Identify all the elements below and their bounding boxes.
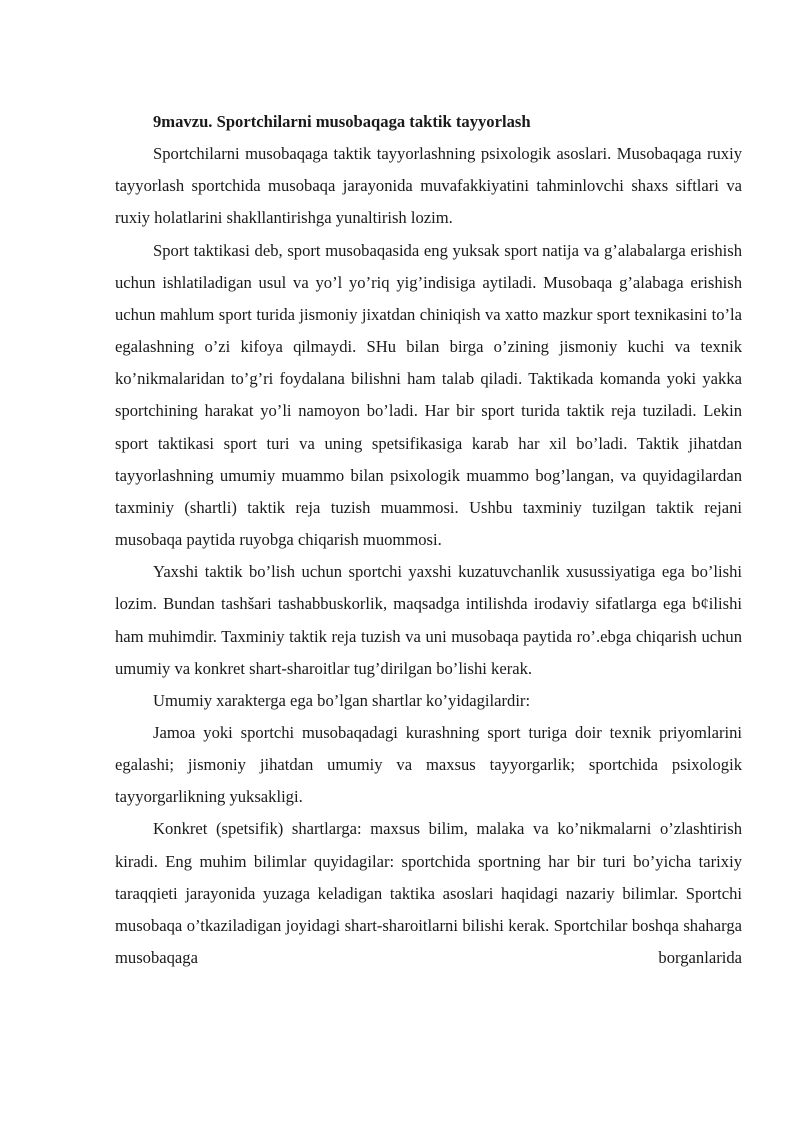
paragraph-2: Sport taktikasi deb, sport musobaqasida eng yuksak sport natija va g’alabalarga erishish uchun ishlatiladigan usul va yo’l yo’riq yig’indisiga aytiladi. Musobaqa g’alabaga erishish uchun mahlum sport turida jismoniy jixatdan chiniqish va xatto mazkur sport texnikasini to’la egalashning o’zi kifoya qilmaydi. SHu bilan birga o’zining jismoniy kuchi va texnik ko’nikmalaridan to’g’ri foydalana bilishni ham talab qiladi. Taktikada komanda yoki yakka sportchining harakat yo’li namoyon bo’ladi. Har bir sport turida taktik reja tuziladi. Lekin sport taktikasi sport turi va uning spetsifikasiga karab har xil bo’ladi. Taktik jihatdan tayyorlashning umumiy muammo bilan psixologik muammo bog’langan, va quyidagilardan taxminiy (shartli) taktik reja tuzish muammosi. Ushbu taxminiy tuzilgan taktik rejani musobaqa paytida ruyobga chiqarish muommosi. [115,240,742,550]
paragraph-1: Sportchilarni musobaqaga taktik tayyorlashning psixologik asoslari. Musobaqaga ruxiy tayyorlash sportchida musobaqa jarayonida muvafakkiyatini tahminlovchi shaxs siftlari va ruxiy holatlarini shakllantirishga yunaltirish lozim. [115,144,742,228]
paragraph-5: Jamoa yoki sportchi musobaqadagi kurashning sport turiga doir texnik priyomlarini egalashi; jismoniy jihatdan umumiy va maxsus tayyorgarlik; sportchida psixologik tayyorgarlikning yuksakligi. [115,722,742,807]
paragraph-4: Umumiy xarakterga ega bo’lgan shartlar ko’yidagilardir: [153,690,531,710]
page-content [115,106,742,974]
paragraph-3: Yaxshi taktik bo’lish uchun sportchi yaxshi kuzatuvchanlik xusussiyatiga ega bo’lishi lozim. Bundan tashšari tashabbuskorlik, maqsadga intilishda irodaviy sifatlarga ega b¢ilishi ham muhimdir. Taxminiy taktik reja tuzish va uni musobaqa paytida ro’.ebga chiqarish uchun umumiy va konkret shart-sharoitlar tug’dirilgan bo’lishi kerak. [115,562,742,678]
paragraph-6: Konkret (spetsifik) shartlarga: maxsus bilim, malaka va ko’nikmalarni o’zlashtirish kiradi. Eng muhim bilimlar quyidagilar: sportchida sportning har bir turi bo’yicha tarixiy taraqqieti jarayonida yuzaga keladigan taktika asoslari haqidagi nazariy bilimlar. Sportchi musobaqa o’tkaziladigan joyidagi shart-sharoitlarni bilishi kerak. Sportchilar boshqa shaharga musobaqaga borganlarida [115,819,742,968]
page-title: 9mavzu. Sportchilarni musobaqaga taktik tayyorlash [153,112,531,131]
